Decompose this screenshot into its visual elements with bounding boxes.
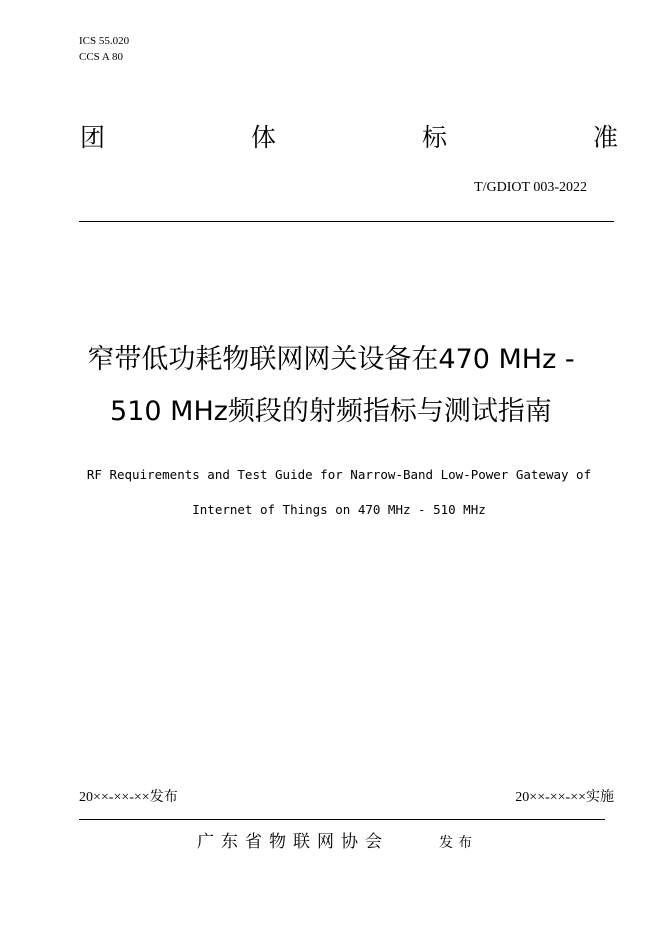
classification-codes: [79, 33, 129, 65]
publish-label: 发布: [439, 835, 477, 851]
standard-number: T/GDIOT 003-2022: [474, 180, 587, 195]
top-divider: [79, 221, 614, 222]
title-zh-line1: 窄带低功耗物联网网关设备在470 MHz -: [87, 344, 575, 375]
standard-type-char: 准: [592, 123, 618, 152]
bottom-divider: [79, 819, 605, 820]
title-en-line2: Internet of Things on 470 MHz - 510 MHz: [192, 502, 486, 517]
standard-type: [80, 120, 618, 156]
issue-date: 20××-××-××发布: [79, 790, 178, 805]
title-en-line1: RF Requirements and Test Guide for Narrow-Band Low-Power Gateway of: [86, 467, 592, 482]
standard-type-char: 团: [80, 123, 106, 152]
ccs-code: CCS A 80: [79, 51, 124, 63]
ics-code: ICS 55.020: [79, 35, 130, 47]
standard-type-char: 标: [421, 123, 447, 152]
publisher-name: 广东省物联网协会: [197, 832, 389, 852]
standard-type-char: 体: [250, 123, 276, 152]
implement-date: 20××-××-××实施: [515, 790, 614, 805]
title-zh-line2: 510 MHz频段的射频指标与测试指南: [110, 396, 552, 427]
